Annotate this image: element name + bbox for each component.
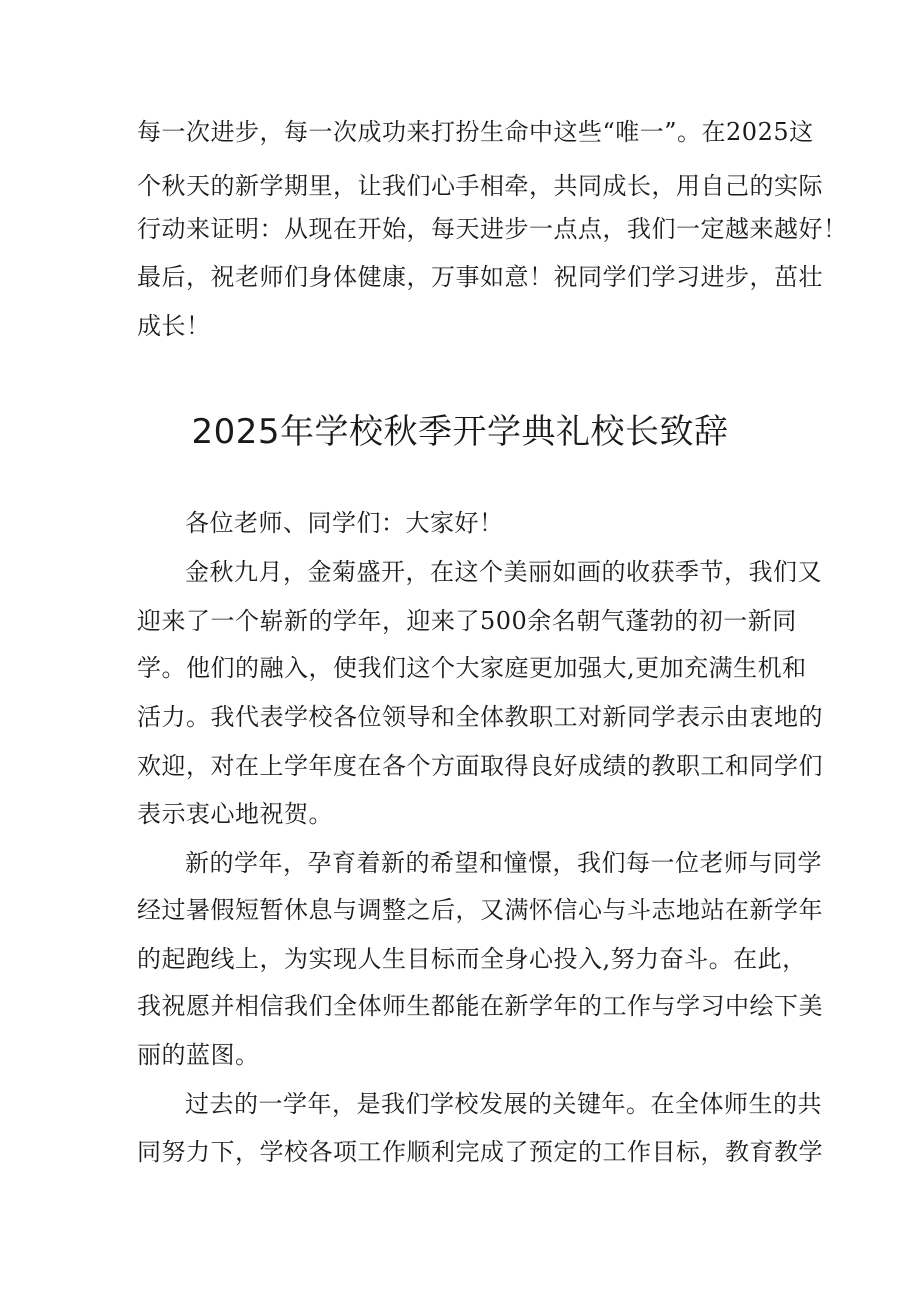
paragraph-line: 经过暑假短暂休息与调整之后，又满怀信心与斗志地站在新学年 <box>137 896 823 924</box>
greeting-line: 各位老师、同学们：大家好！ <box>185 509 504 537</box>
paragraph-line: 丽的蓝图。 <box>137 1041 260 1069</box>
paragraph-line: 的起跑线上，为实现人生目标而全身心投入,努力奋斗。在此， <box>137 945 807 973</box>
intro-line: 个秋天的新学期里，让我们心手相牵，共同成长，用自己的实际 <box>137 172 823 200</box>
document-title: 2025年学校秋季开学典礼校长致辞 <box>191 412 729 452</box>
paragraph-line: 欢迎，对在上学年度在各个方面取得良好成绩的教职工和同学们 <box>137 752 823 780</box>
intro-line: 行动来证明：从现在开始，每天进步一点点，我们一定越来越好！ <box>137 215 848 243</box>
paragraph-line: 活力。我代表学校各位领导和全体教职工对新同学表示由衷地的 <box>137 703 823 731</box>
paragraph-line: 学。他们的融入，使我们这个大家庭更加强大,更加充满生机和 <box>137 654 807 682</box>
intro-line: 成长！ <box>137 312 211 340</box>
intro-line: 每一次进步，每一次成功来打扮生命中这些“唯一”。在2025这 <box>137 118 814 146</box>
paragraph-line: 表示衷心地祝贺。 <box>137 800 333 828</box>
paragraph-line: 金秋九月，金菊盛开，在这个美丽如画的收获季节，我们又 <box>185 558 822 586</box>
paragraph-line: 新的学年，孕育着新的希望和憧憬，我们每一位老师与同学 <box>185 849 822 877</box>
paragraph-line: 迎来了一个崭新的学年，迎来了500余名朝气蓬勃的初一新同 <box>137 607 797 635</box>
paragraph-line: 我祝愿并相信我们全体师生都能在新学年的工作与学习中绘下美 <box>137 992 823 1020</box>
intro-line: 最后，祝老师们身体健康，万事如意！祝同学们学习进步，茁壮 <box>137 263 823 291</box>
paragraph-line: 过去的一学年，是我们学校发展的关键年。在全体师生的共 <box>185 1090 822 1118</box>
paragraph-line: 同努力下，学校各项工作顺利完成了预定的工作目标，教育教学 <box>137 1138 823 1166</box>
